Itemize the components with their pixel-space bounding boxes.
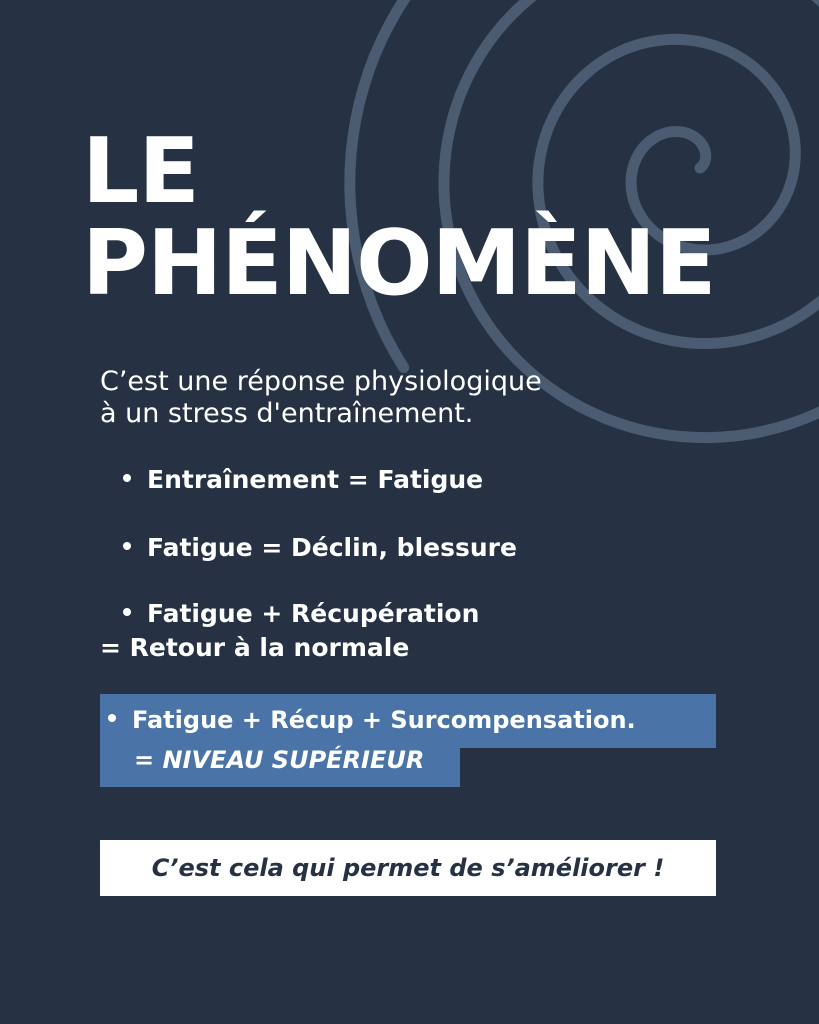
highlight-line-2: = NIVEAU SUPÉRIEUR <box>134 746 425 774</box>
title-line-2: PHÉNOMÈNE <box>82 211 716 316</box>
bullet-item <box>123 464 483 496</box>
page-title <box>82 119 716 316</box>
bullet-dot-icon <box>123 608 131 616</box>
bullet-item <box>123 598 479 630</box>
bullet-text: Entraînement = Fatigue <box>147 465 484 494</box>
bullet-item <box>123 532 517 564</box>
bullet-dot-icon <box>123 474 131 482</box>
bullet-dot-icon <box>108 714 116 722</box>
conclusion-text: C’est cela qui permet de s’améliorer ! <box>151 854 665 882</box>
intro-line-2: à un stress d'entraînement. <box>100 398 474 429</box>
title-line-1: LE <box>82 119 199 224</box>
highlight-line-1 <box>108 704 636 736</box>
intro-text <box>100 366 660 430</box>
intro-line-1: C’est une réponse physiologique <box>100 366 542 397</box>
bullet-dot-icon <box>123 542 131 550</box>
bullet-text: Fatigue = Déclin, blessure <box>147 533 517 562</box>
bullet-continuation: = Retour à la normale <box>100 633 410 662</box>
highlight-text: Fatigue + Récup + Surcompensation. <box>132 706 636 734</box>
bullet-text: Fatigue + Récupération <box>147 599 480 628</box>
